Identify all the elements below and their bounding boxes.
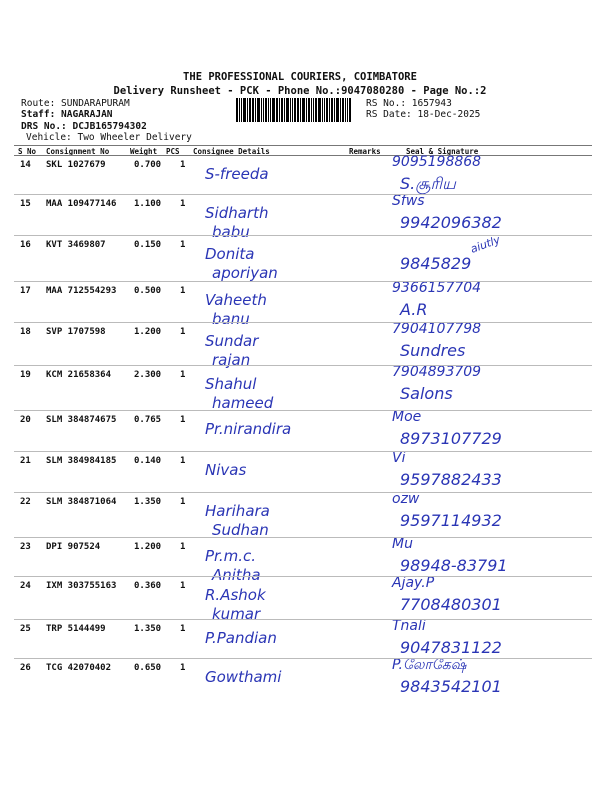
consignee-name: S-freeda xyxy=(205,165,269,183)
signature-line1: Sfws xyxy=(392,193,425,209)
row-weight: 1.200 xyxy=(134,327,162,337)
consignee-name-line2: Anitha xyxy=(212,566,261,584)
row-sno: 26 xyxy=(20,663,31,673)
consignee-name: Pr.m.c. xyxy=(205,547,256,565)
signature-line1: 9366157704 xyxy=(392,280,482,296)
signature-line2: Salons xyxy=(400,384,453,403)
signature-line2: 9843542101 xyxy=(400,677,502,696)
row-consignment-no: SKL 1027679 xyxy=(46,160,106,170)
row-weight: 1.100 xyxy=(134,199,162,209)
row-consignment-no: SLM 384871064 xyxy=(46,497,117,507)
signature-line1: Tnali xyxy=(392,618,426,634)
col-consignment: Consignment No xyxy=(46,147,110,156)
row-weight: 1.200 xyxy=(134,542,162,552)
signature-line2: 9845829 xyxy=(400,254,472,273)
row-divider xyxy=(14,492,592,493)
consignee-name-line2: Sudhan xyxy=(212,521,269,539)
row-consignment-no: TCG 42070402 xyxy=(46,663,112,673)
consignee-name: P.Pandian xyxy=(205,629,277,647)
signature-line2: 7708480301 xyxy=(400,595,502,614)
col-seal-signature: Seal & Signature xyxy=(406,147,479,156)
row-divider xyxy=(14,235,592,236)
row-pcs: 1 xyxy=(180,327,186,337)
row-pcs: 1 xyxy=(180,286,186,296)
row-consignment-no: SLM 384984185 xyxy=(46,456,117,466)
consignee-name: Nivas xyxy=(205,461,247,479)
row-sno: 20 xyxy=(20,415,31,425)
consignee-name-line2: banu xyxy=(212,310,250,328)
row-pcs: 1 xyxy=(180,542,186,552)
rs-number: RS No.: 1657943 xyxy=(366,98,452,109)
signature-line1: 7904893709 xyxy=(392,364,482,380)
row-divider xyxy=(14,410,592,411)
row-consignment-no: DPI 907524 xyxy=(46,542,101,552)
row-pcs: 1 xyxy=(180,581,186,591)
signature-extra: aiutly xyxy=(468,233,502,256)
route: Route: SUNDARAPURAM xyxy=(21,98,130,109)
consignee-name: Donita xyxy=(205,245,255,263)
consignee-name: Vaheeth xyxy=(205,291,267,309)
staff: Staff: NAGARAJAN xyxy=(21,109,113,120)
row-pcs: 1 xyxy=(180,415,186,425)
drs-number: DRS No.: DCJB165794302 xyxy=(21,121,147,132)
row-sno: 14 xyxy=(20,160,31,170)
signature-line2: Sundres xyxy=(400,341,466,360)
row-pcs: 1 xyxy=(180,199,186,209)
row-weight: 2.300 xyxy=(134,370,162,380)
consignee-name: R.Ashok xyxy=(205,586,266,604)
col-weight: Weight xyxy=(130,147,158,156)
row-sno: 23 xyxy=(20,542,31,552)
row-weight: 1.350 xyxy=(134,497,162,507)
signature-line1: 7904107798 xyxy=(392,321,482,337)
row-weight: 1.350 xyxy=(134,624,162,634)
row-weight: 0.700 xyxy=(134,160,162,170)
consignee-name-line2: rajan xyxy=(212,351,251,369)
signature-line1: P.லோகேஷ் xyxy=(392,657,467,673)
row-pcs: 1 xyxy=(180,160,186,170)
row-sno: 16 xyxy=(20,240,31,250)
signature-line2: 9597882433 xyxy=(400,470,502,489)
consignee-name-line2: kumar xyxy=(212,605,261,623)
col-sno: S No xyxy=(18,147,37,156)
signature-line2: 98948-83791 xyxy=(400,556,508,575)
row-pcs: 1 xyxy=(180,240,186,250)
row-sno: 18 xyxy=(20,327,31,337)
signature-line1: Ajay.P xyxy=(392,575,435,591)
consignee-name: Gowthami xyxy=(205,668,282,686)
row-consignment-no: MAA 109477146 xyxy=(46,199,117,209)
signature-line2: S.சூரிய xyxy=(400,174,456,193)
row-sno: 22 xyxy=(20,497,31,507)
consignee-name-line2: aporiyan xyxy=(212,264,278,282)
row-divider xyxy=(14,451,592,452)
row-weight: 0.360 xyxy=(134,581,162,591)
row-divider xyxy=(14,619,592,620)
col-consignee: Consignee Details xyxy=(193,147,270,156)
row-consignment-no: KCM 21658364 xyxy=(46,370,112,380)
consignee-name: Sundar xyxy=(205,332,259,350)
row-weight: 0.140 xyxy=(134,456,162,466)
consignee-name: Sidharth xyxy=(205,204,269,222)
signature-line2: 8973107729 xyxy=(400,429,502,448)
row-divider xyxy=(14,194,592,195)
row-sno: 19 xyxy=(20,370,31,380)
consignee-name: Harihara xyxy=(205,502,270,520)
row-divider xyxy=(14,322,592,323)
consignee-name-line2: hameed xyxy=(212,394,274,412)
vehicle: Vehicle: Two Wheeler Delivery xyxy=(26,132,192,143)
signature-line1: 9095198868 xyxy=(392,154,482,170)
row-sno: 25 xyxy=(20,624,31,634)
row-consignment-no: SLM 384874675 xyxy=(46,415,117,425)
row-consignment-no: TRP 5144499 xyxy=(46,624,106,634)
consignee-name: Pr.nirandira xyxy=(205,420,292,438)
row-sno: 17 xyxy=(20,286,31,296)
company-name: THE PROFESSIONAL COURIERS, COIMBATORE xyxy=(183,71,417,83)
row-weight: 0.500 xyxy=(134,286,162,296)
signature-line2: 9942096382 xyxy=(400,213,502,232)
row-sno: 24 xyxy=(20,581,31,591)
row-pcs: 1 xyxy=(180,456,186,466)
signature-line2: A.R xyxy=(400,300,428,319)
row-weight: 0.150 xyxy=(134,240,162,250)
consignee-name-line2: babu xyxy=(212,223,250,241)
row-divider xyxy=(14,281,592,282)
row-weight: 0.650 xyxy=(134,663,162,673)
signature-line1: Vi xyxy=(392,450,406,466)
row-consignment-no: MAA 712554293 xyxy=(46,286,117,296)
signature-line1: Moe xyxy=(392,409,422,425)
row-pcs: 1 xyxy=(180,663,186,673)
row-divider xyxy=(14,658,592,659)
row-divider xyxy=(14,537,592,538)
row-pcs: 1 xyxy=(180,497,186,507)
col-remarks: Remarks xyxy=(349,147,381,156)
row-consignment-no: KVT 3469807 xyxy=(46,240,106,250)
row-pcs: 1 xyxy=(180,370,186,380)
row-sno: 21 xyxy=(20,456,31,466)
signature-line1: ozw xyxy=(392,491,420,507)
row-consignment-no: SVP 1707598 xyxy=(46,327,106,337)
col-pcs: PCS xyxy=(166,147,180,156)
row-weight: 0.765 xyxy=(134,415,162,425)
row-sno: 15 xyxy=(20,199,31,209)
rs-date: RS Date: 18-Dec-2025 xyxy=(366,109,481,120)
consignee-name: Shahul xyxy=(205,375,257,393)
signature-line1: Mu xyxy=(392,536,413,552)
row-divider xyxy=(14,365,592,366)
runsheet-title: Delivery Runsheet - PCK - Phone No.:9047080280 - Page No.:2 xyxy=(113,85,487,97)
row-consignment-no: IXM 303755163 xyxy=(46,581,117,591)
row-divider xyxy=(14,576,592,577)
signature-line2: 9597114932 xyxy=(400,511,502,530)
signature-line2: 9047831122 xyxy=(400,638,502,657)
row-pcs: 1 xyxy=(180,624,186,634)
